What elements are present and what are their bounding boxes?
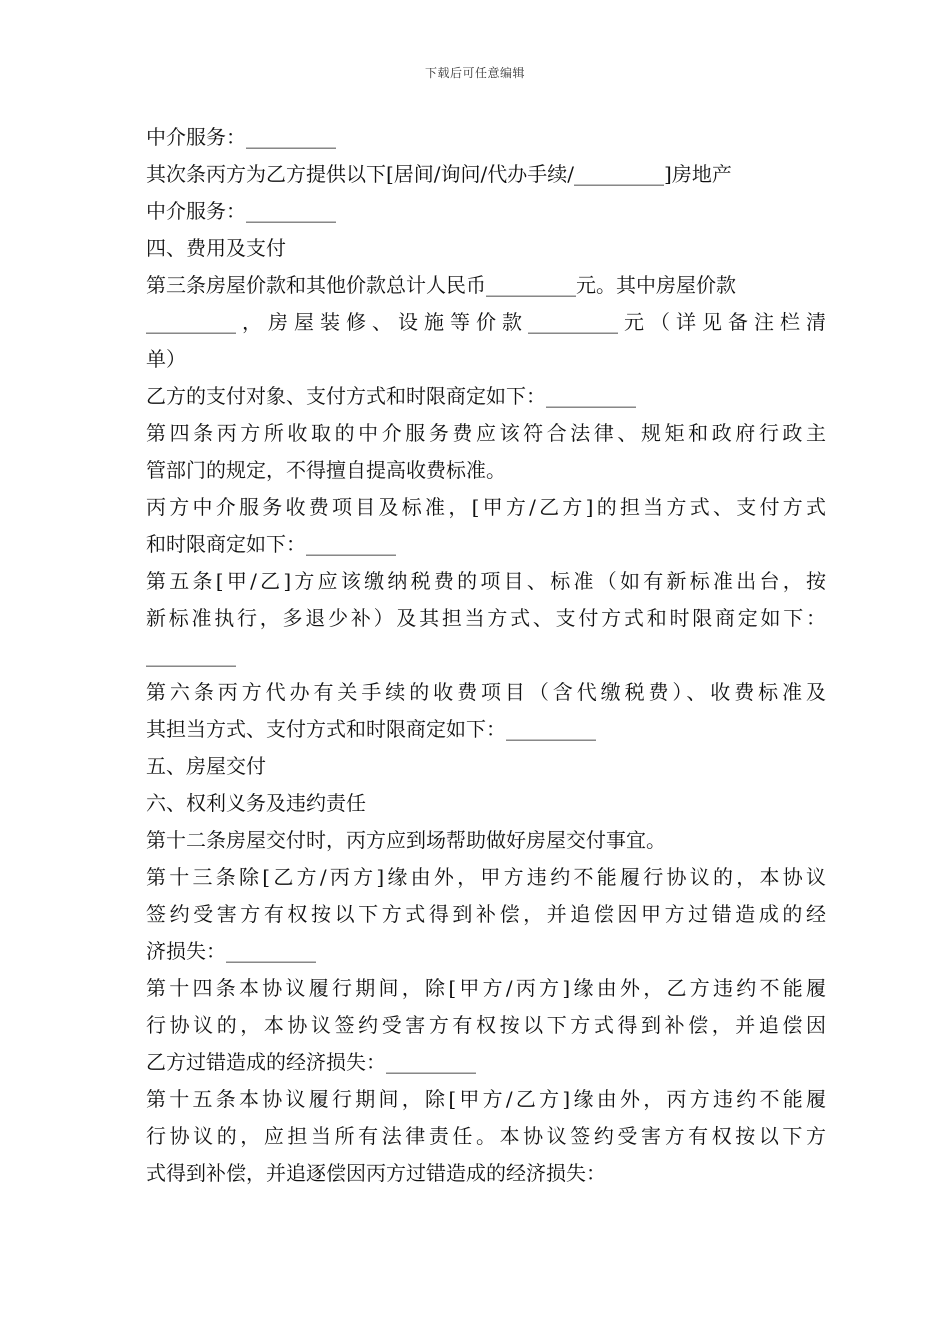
- document-line: 行协议的，本协议签约受害方有权按以下方式得到补偿，并追偿因: [146, 1013, 826, 1037]
- page-header: 下载后可任意编辑: [424, 66, 525, 80]
- document-line: 行协议的，应担当所有法律责任。本协议签约受害方有权按以下方: [146, 1124, 826, 1148]
- document-line: 和时限商定如下：_________: [146, 532, 396, 556]
- document-line: 单）: [146, 347, 186, 371]
- document-line: 第十二条房屋交付时，丙方应到场帮助做好房屋交付事宜。: [146, 828, 666, 852]
- document-line: 第三条房屋价款和其他价款总计人民币_________元。其中房屋价款: [146, 273, 736, 297]
- document-line: 第十四条本协议履行期间，除[甲方/丙方]缘由外，乙方违约不能履: [146, 976, 826, 1000]
- document-line: _________，房屋装修、设施等价款_________元（详见备注栏清: [146, 310, 826, 334]
- document-line: 第十五条本协议履行期间，除[甲方/乙方]缘由外，丙方违约不能履: [146, 1087, 826, 1111]
- document-line: 管部门的规定，不得擅自提高收费标准。: [146, 458, 506, 482]
- document-line: 乙方过错造成的经济损失：_________: [146, 1050, 476, 1074]
- document-line: 济损失：_________: [146, 939, 316, 963]
- document-line: 第十三条除[乙方/丙方]缘由外，甲方违约不能履行协议的，本协议: [146, 865, 826, 889]
- document-line: 第四条丙方所收取的中介服务费应该符合法律、规矩和政府行政主: [146, 421, 826, 445]
- document-line: 其次条丙方为乙方提供以下[居间/询问/代办手续/_________]房地产: [146, 162, 732, 186]
- document-line: 四、费用及支付: [146, 236, 286, 260]
- document-line: 五、房屋交付: [146, 754, 266, 778]
- document-line: 其担当方式、支付方式和时限商定如下：_________: [146, 717, 596, 741]
- document-body: [146, 119, 826, 1192]
- document-line: 中介服务：_________: [146, 199, 336, 223]
- document-line: 丙方中介服务收费项目及标准，[甲方/乙方]的担当方式、支付方式: [146, 495, 826, 519]
- document-line: 乙方的支付对象、支付方式和时限商定如下：_________: [146, 384, 636, 408]
- document-line: _________: [146, 643, 236, 667]
- document-line: 签约受害方有权按以下方式得到补偿，并追偿因甲方过错造成的经: [146, 902, 826, 926]
- document-line: 第五条[甲/乙]方应该缴纳税费的项目、标准（如有新标准出台，按: [146, 569, 826, 593]
- document-line: 式得到补偿，并追逐偿因丙方过错造成的经济损失：: [146, 1161, 606, 1185]
- document-line: 六、权利义务及违约责任: [146, 791, 366, 815]
- document-line: 第六条丙方代办有关手续的收费项目（含代缴税费）、收费标准及: [146, 680, 826, 704]
- document-line: 新标准执行，多退少补）及其担当方式、支付方式和时限商定如下：: [146, 606, 826, 630]
- document-line: 中介服务：_________: [146, 125, 336, 149]
